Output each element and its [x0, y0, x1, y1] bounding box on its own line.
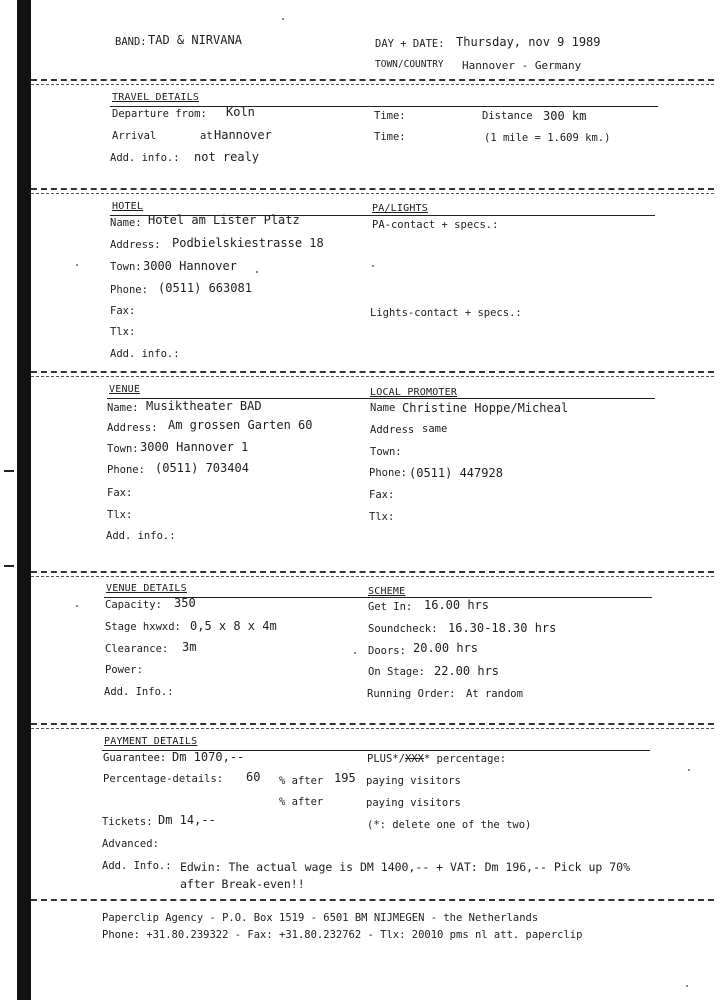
section-divider — [31, 188, 714, 194]
hotel-info-label: Add. info.: — [110, 348, 180, 360]
arrival-label: Arrival — [112, 130, 157, 142]
section-divider — [31, 571, 714, 577]
promoter-name-value: Christine Hoppe/Micheal — [402, 401, 569, 415]
capacity-label: Capacity: — [105, 599, 162, 611]
lights-contact-label: Lights-contact + specs.: — [370, 307, 522, 319]
venue-details-title: VENUE DETAILS — [106, 583, 187, 594]
town-country-value: Hannover - Germany — [462, 59, 582, 72]
venue-title: VENUE — [109, 384, 141, 395]
promoter-address-value: same — [422, 423, 448, 435]
on-stage-value: 22.00 hrs — [434, 664, 500, 678]
distance-label: Distance — [482, 110, 533, 122]
running-order-label: Running Order: — [367, 688, 456, 700]
hotel-title: HOTEL — [112, 201, 144, 212]
guarantee-value: Dm 1070,-- — [172, 750, 245, 764]
promoter-phone-label: Phone: — [369, 467, 407, 479]
arrival-time-label: Time: — [374, 131, 406, 143]
venue-info-label: Add. info.: — [106, 530, 176, 542]
departure-value: Koln — [226, 105, 255, 119]
pa-lights-title: PA/LIGHTS — [372, 203, 428, 214]
get-in-label: Get In: — [368, 601, 413, 613]
pa-contact-label: PA-contact + specs.: — [372, 219, 499, 231]
hotel-town-label: Town: — [110, 261, 142, 273]
paying-visitors-1: paying visitors — [366, 775, 461, 787]
venue-phone-label: Phone: — [107, 464, 145, 476]
scan-mark — [4, 470, 14, 472]
town-country-label: TOWN/COUNTRY — [375, 59, 444, 70]
payment-details-title: PAYMENT DETAILS — [104, 736, 198, 747]
soundcheck-label: Soundcheck: — [368, 623, 438, 635]
band-value: TAD & NIRVANA — [148, 33, 242, 47]
payment-info-line-1: Edwin: The actual wage is DM 1400,-- + VAT: Dm 196,-- Pick up 70% — [180, 860, 631, 874]
venue-town-label: Town: — [107, 443, 139, 455]
hotel-phone-value: (0511) 663081 — [158, 281, 252, 295]
venue-fax-label: Fax: — [107, 487, 133, 499]
guarantee-label: Guarantee: — [103, 752, 167, 764]
venue-address-label: Address: — [107, 422, 158, 434]
departure-label: Departure from: — [112, 108, 207, 120]
section-divider — [31, 79, 714, 85]
date-label: DAY + DATE: — [375, 38, 445, 50]
footer-divider — [31, 899, 714, 903]
clearance-value: 3m — [182, 640, 197, 654]
hotel-name-value: Hotel am Lister Platz — [148, 213, 300, 227]
distance-value: 300 km — [543, 109, 587, 123]
scan-speck — [688, 769, 690, 771]
hotel-name-label: Name: — [110, 217, 142, 229]
scan-speck — [372, 265, 374, 267]
capacity-value: 350 — [174, 596, 196, 610]
venue-phone-value: (0511) 703404 — [155, 461, 249, 475]
section-divider — [31, 371, 714, 377]
doors-value: 20.00 hrs — [413, 641, 479, 655]
struck-option: XXX — [404, 753, 424, 765]
paying-visitors-2: paying visitors — [366, 797, 461, 809]
clearance-label: Clearance: — [105, 643, 169, 655]
travel-info-value: not realy — [194, 150, 260, 164]
date-value: Thursday, nov 9 1989 — [456, 35, 601, 49]
venue-details-info-label: Add. Info.: — [104, 686, 174, 698]
percentage-details-label: Percentage-details: — [103, 773, 224, 785]
local-promoter-title: LOCAL PROMOTER — [370, 387, 458, 398]
on-stage-label: On Stage: — [368, 666, 425, 678]
after-value-1: 195 — [334, 771, 356, 785]
delete-note: (*: delete one of the two) — [367, 819, 532, 831]
hotel-address-label: Address: — [110, 239, 161, 251]
scan-speck — [282, 18, 284, 20]
agency-address-line: Paperclip Agency - P.O. Box 1519 - 6501 BM NIJMEGEN - the Netherlands — [102, 912, 539, 924]
percentage-value: 60 — [246, 770, 261, 784]
hotel-address-value: Podbielskiestrasse 18 — [172, 236, 324, 250]
scan-edge-bar — [17, 0, 31, 1000]
doors-label: Doors: — [368, 645, 406, 657]
venue-address-value: Am grossen Garten 60 — [168, 418, 313, 432]
payment-info-line-2: after Break-even!! — [180, 877, 305, 891]
scan-speck — [256, 271, 258, 273]
stage-label: Stage hxwxd: — [105, 621, 181, 633]
after-label-1: % after — [279, 775, 324, 787]
promoter-phone-value: (0511) 447928 — [409, 466, 503, 480]
venue-tlx-label: Tlx: — [107, 509, 133, 521]
hotel-town-value: 3000 Hannover — [143, 259, 237, 273]
travel-time-label: Time: — [374, 110, 406, 122]
hotel-fax-label: Fax: — [110, 305, 136, 317]
payment-info-label: Add. Info.: — [102, 860, 172, 872]
scan-speck — [354, 652, 356, 654]
stage-value: 0,5 x 8 x 4m — [190, 619, 277, 633]
arrival-at-label: at — [200, 130, 213, 142]
promoter-town-label: Town: — [370, 446, 402, 458]
venue-town-value: 3000 Hannover 1 — [140, 440, 249, 454]
section-underline — [110, 106, 658, 107]
hotel-tlx-label: Tlx: — [110, 326, 136, 338]
scan-mark — [4, 565, 14, 567]
scan-speck — [76, 264, 78, 266]
travel-details-title: TRAVEL DETAILS — [112, 92, 200, 103]
tickets-label: Tickets: — [102, 816, 153, 828]
plus-percentage-label — [367, 753, 506, 766]
scan-speck — [686, 985, 688, 987]
venue-name-value: Musiktheater BAD — [146, 399, 262, 413]
soundcheck-value: 16.30-18.30 hrs — [448, 621, 557, 635]
promoter-name-label: Name — [370, 402, 396, 414]
agency-contact-line: Phone: +31.80.239322 - Fax: +31.80.232762 - Tlx: 20010 pms nl att. paperclip — [102, 929, 583, 941]
running-order-value: At random — [466, 688, 523, 700]
power-label: Power: — [105, 664, 143, 676]
venue-name-label: Name: — [107, 402, 139, 414]
get-in-value: 16.00 hrs — [424, 598, 490, 612]
arrival-value: Hannover — [214, 128, 272, 142]
promoter-tlx-label: Tlx: — [369, 511, 395, 523]
travel-info-label: Add. info.: — [110, 152, 180, 164]
after-label-2: % after — [279, 796, 324, 808]
band-label: BAND: — [115, 36, 147, 48]
plus-label-text: PLUS*/ — [367, 753, 405, 765]
promoter-fax-label: Fax: — [369, 489, 395, 501]
promoter-address-label: Address — [370, 424, 415, 436]
section-divider — [31, 723, 714, 729]
advanced-label: Advanced: — [102, 838, 159, 850]
tickets-value: Dm 14,-- — [158, 813, 216, 827]
hotel-phone-label: Phone: — [110, 284, 148, 296]
scan-speck — [76, 605, 78, 607]
scheme-title: SCHEME — [368, 586, 406, 597]
plus-label-suffix: * percentage: — [423, 753, 507, 765]
mile-conversion-note: (1 mile = 1.609 km.) — [484, 132, 611, 144]
